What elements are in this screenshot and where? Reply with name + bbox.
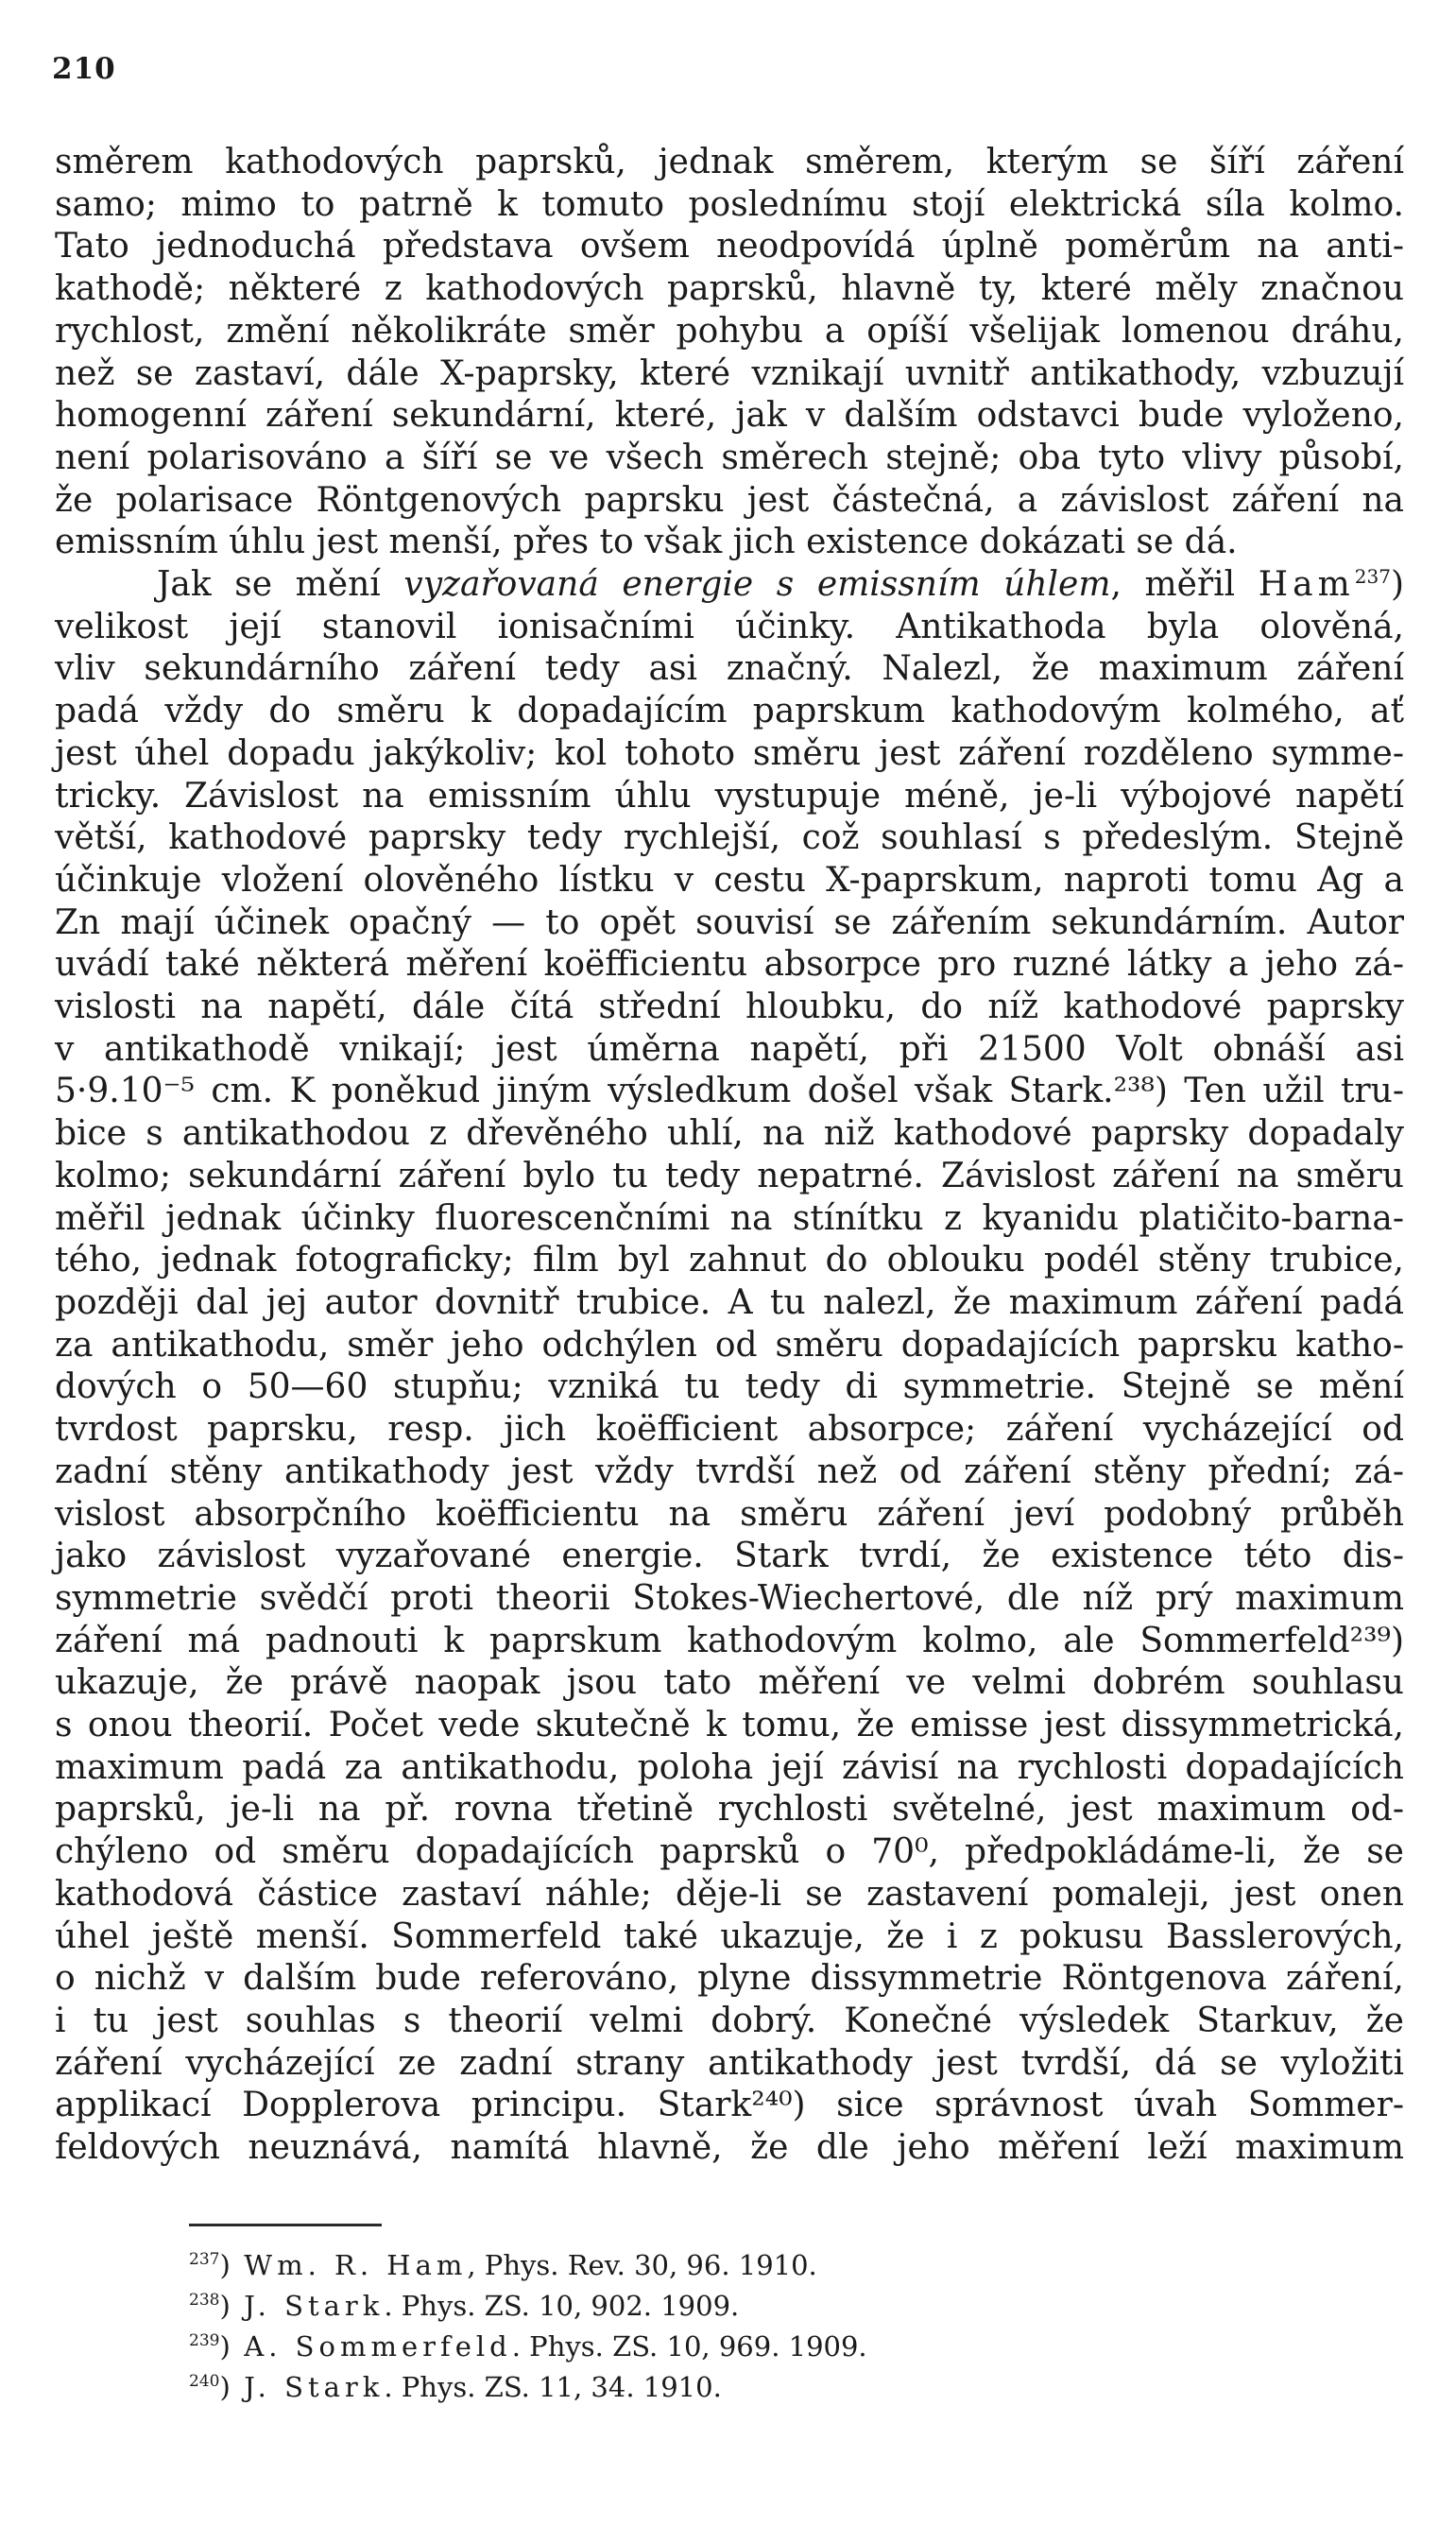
text-line: Tato jednoduchá představa ovšem neodpovídá úplně poměrům na anti- [55, 227, 1404, 266]
footnote-author: J. Stark [244, 2290, 385, 2322]
text-line: kolmo; sekundární záření bylo tu tedy nepatrné. Závislost záření na směru [55, 1156, 1404, 1195]
text-line: za antikathodu, směr jeho odchýlen od směru dopadajících paprsku katho- [55, 1325, 1404, 1365]
text-line: tricky. Závislost na emissním úhlu vystupuje méně, je-li výbojové napětí [55, 776, 1404, 816]
text-line: kathodová částice zastaví náhle; děje-li se zastavení pomaleji, jest onen [55, 1874, 1404, 1914]
text-run: ) [1390, 565, 1404, 605]
text-line: i tu jest souhlas s theorií velmi dobrý. Konečné výsledek Starkuv, že [55, 2001, 1404, 2040]
text-line: samo; mimo to patrně k tomuto poslednímu stojí elektrická síla kolmo. [55, 184, 1404, 224]
text-line: s onou theorií. Počet vede skutečně k tomu, že emisse jest dissymmetrická, [55, 1706, 1404, 1745]
text-line: chýleno od směru dopadajících paprsků o 70⁰, předpokládáme-li, že se [55, 1832, 1404, 1872]
text-line: uvádí také některá měření koëfficientu absorpce pro ruzné látky a jeho zá- [55, 945, 1404, 985]
text-line: jest úhel dopadu jakýkoliv; kol tohoto směru jest záření rozděleno symme- [55, 733, 1404, 773]
text-line: větší, kathodové paprsky tedy rychlejší, což souhlasí s předeslým. Stejně [55, 818, 1404, 858]
text-line: že polarisace Röntgenových paprsku jest částečná, a závislost záření na [55, 480, 1404, 520]
footnote-paren: ) [219, 2290, 245, 2322]
page-number: 210 [52, 52, 116, 86]
footnote-author: A. Sommerfeld [244, 2330, 512, 2363]
text-line: záření má padnouti k paprskum kathodovým kolmo, ale Sommerfeld²³⁹) [55, 1621, 1404, 1660]
footnote-number: 238 [189, 2291, 220, 2310]
paragraph-2 [55, 564, 1404, 2170]
text-line: vliv sekundárního záření tedy asi značný. Nalezl, že maximum záření [55, 649, 1404, 689]
text-line: měřil jednak účinky fluorescenčními na stínítku z kyanidu platičito-barna- [55, 1198, 1404, 1238]
emphasized-phrase: vyzařovaná energie s emissním úhlem [403, 565, 1111, 605]
footnote [189, 2286, 1228, 2327]
text-line: bice s antikathodou z dřevěného uhlí, na niž kathodové paprsky dopadaly [55, 1114, 1404, 1154]
footnote-citation: . Phys. ZS. 10, 969. 1909. [511, 2330, 867, 2363]
text-line: symmetrie svědčí proti theorii Stokes-Wiechertové, dle níž prý maximum [55, 1578, 1404, 1618]
text-line: kathodě; některé z kathodových paprsků, hlavně ty, které měly značnou [55, 269, 1404, 309]
text-line: v antikathodě vnikají; jest úměrna napětí, při 21500 Volt obnáší asi [55, 1029, 1404, 1069]
footnote-ref: 237 [1354, 565, 1391, 589]
footnote-citation: . Phys. ZS. 10, 902. 1909. [384, 2290, 740, 2322]
text-line: zadní stěny antikathody jest vždy tvrdší než od záření stěny přední; zá- [55, 1452, 1404, 1491]
text-line: o nichž v dalším bude referováno, plyne dissymmetrie Röntgenova záření, [55, 1959, 1404, 1999]
text-line: není polarisováno a šíří se ve všech směrech stejně; oba tyto vlivy působí, [55, 438, 1404, 477]
text-line: účinkuje vložení olověného lístku v cestu X-paprskum, naproti tomu Ag a [55, 860, 1404, 900]
text-line: 5·9.10⁻⁵ cm. K poněkud jiným výsledkum došel však Stark.²³⁸) Ten užil tru- [55, 1072, 1404, 1111]
text-line [55, 564, 1404, 607]
text-line: tého, jednak fotograficky; film byl zahnut do oblouku podél stěny trubice, [55, 1241, 1404, 1280]
text-line: než se zastaví, dále X-paprsky, které vznikají uvnitř antikathody, vzbuzují [55, 353, 1404, 393]
text-line: dových o 50—60 stupňu; vzniká tu tedy di symmetrie. Stejně se mění [55, 1367, 1404, 1407]
text-line: homogenní záření sekundární, které, jak v dalším odstavci bude vyloženo, [55, 396, 1404, 436]
footnote-paren: ) [219, 2330, 245, 2363]
text-run: Jak se mění [157, 565, 404, 605]
footnote-paren: ) [219, 2371, 245, 2403]
text-line: emissním úhlu jest menší, přes to však jich existence dokázati se dá. [55, 523, 1238, 562]
body-text [55, 142, 1404, 2170]
text-line: záření vycházející ze zadní strany antikathody jest tvrdší, dá se vyložiti [55, 2043, 1404, 2083]
paragraph-2-lines [55, 607, 1404, 2170]
text-line: rychlost, změní několikráte směr pohybu a opíší všelijak lomenou dráhu, [55, 311, 1404, 351]
footnote [189, 2367, 1228, 2408]
text-line: směrem kathodových paprsků, jednak směrem, kterým se šíří záření [55, 143, 1404, 181]
footnote-citation: , Phys. Rev. 30, 96. 1910. [467, 2249, 817, 2281]
footnote-number: 240 [189, 2372, 220, 2391]
text-line: velikost její stanovil ionisačními účinky. Antikathoda byla olověná, [55, 607, 1404, 646]
footnote-citation: . Phys. ZS. 11, 34. 1910. [384, 2371, 722, 2403]
text-line: jako závislost vyzařované energie. Stark tvrdí, že existence této dis- [55, 1537, 1404, 1576]
footnote-rule [189, 2224, 382, 2226]
text-line: Zn mají účinek opačný — to opět souvisí se zářením sekundárním. Autor [55, 902, 1404, 942]
footnote [189, 2245, 1228, 2286]
text-line: vislost absorpčního koëfficientu na směru záření jeví podobný průběh [55, 1494, 1404, 1534]
text-line: úhel ještě menší. Sommerfeld také ukazuje, že i z pokusu Basslerových, [55, 1916, 1404, 1956]
footnote [189, 2327, 1228, 2367]
text-line: později dal jej autor dovnitř trubice. A tu nalezl, že maximum záření padá [55, 1282, 1404, 1322]
text-run: , měřil [1110, 565, 1259, 605]
footnote-author: Wm. R. Ham [244, 2249, 468, 2281]
text-line: feldových neuznává, namítá hlavně, že dle jeho měření leží maximum [55, 2128, 1404, 2168]
footnote-number: 239 [189, 2331, 220, 2350]
paragraph-1 [55, 142, 1404, 564]
footnote-number: 237 [189, 2250, 220, 2269]
footnote-paren: ) [219, 2249, 245, 2281]
text-line: padá vždy do směru k dopadajícím paprskum kathodovým kolmého, ať [55, 692, 1404, 731]
author-name: Ham [1258, 565, 1355, 605]
text-line: applikací Dopplerova principu. Stark²⁴⁰) sice správnost úvah Sommer- [55, 2086, 1404, 2125]
text-line: paprsků, je-li na př. rovna třetině rychlosti světelné, jest maximum od- [55, 1790, 1404, 1830]
text-line: tvrdost paprsku, resp. jich koëfficient absorpce; záření vycházející od [55, 1410, 1404, 1450]
footnotes [189, 2245, 1228, 2408]
footnote-author: J. Stark [244, 2371, 385, 2403]
text-line: vislosti na napětí, dále čítá střední hloubku, do níž kathodové paprsky [55, 988, 1404, 1027]
text-line: ukazuje, že právě naopak jsou tato měření ve velmi dobrém souhlasu [55, 1663, 1404, 1703]
text-line: maximum padá za antikathodu, poloha její závisí na rychlosti dopadajících [55, 1747, 1404, 1787]
